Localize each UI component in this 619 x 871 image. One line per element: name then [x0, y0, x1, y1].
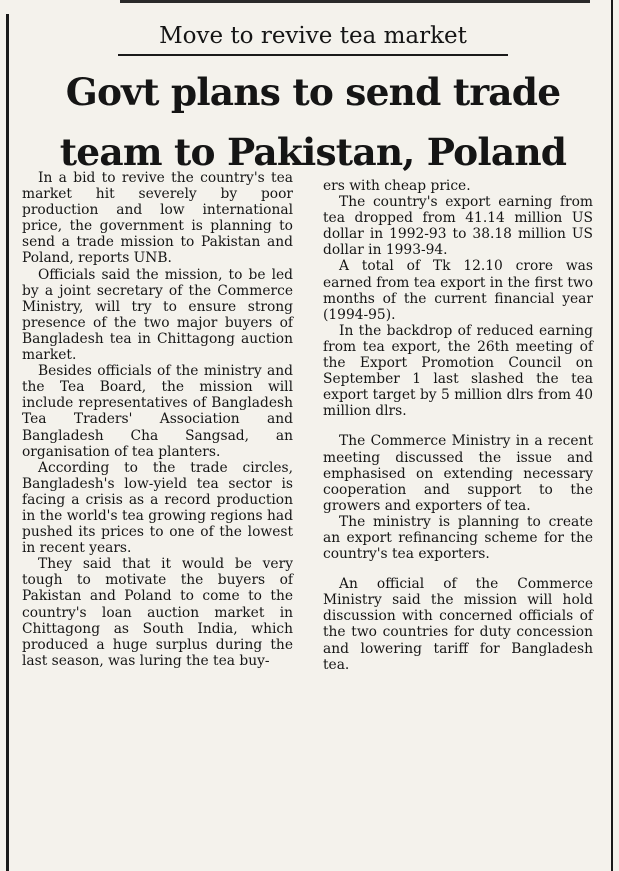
paragraph: According to the trade circles, Bangladesh's low-yield tea sector is facing a crisis as a record production in the world's tea growing regions had pushed its prices to one of the lowest in recent years.: [22, 459, 293, 557]
paragraph: ers with cheap price.: [323, 178, 471, 194]
paragraph: The Commerce Ministry in a recent meeting discussed the issue and emphasised on extending necessary cooperation and support to the growers and exporters of tea.: [323, 433, 593, 514]
headline: [28, 62, 598, 182]
paragraph: Officials said the mission, to be led by a joint secretary of the Commerce Ministry, will try to ensure strong presence of the two major buyers of Bangladesh tea in Chittagong auction market.: [22, 266, 293, 364]
paragraph: The ministry is planning to create an export refinancing scheme for the country's tea exporters.: [323, 513, 593, 563]
top-border-strip: [120, 0, 590, 3]
left-column-rule: [6, 14, 9, 871]
right-column-rule: [611, 0, 613, 871]
headline-line-1: Govt plans to send trade: [65, 70, 561, 114]
paragraph: They said that it would be very tough to motivate the buyers of Pakistan and Poland to come to the country's loan auction market in Chittagong as South India, which produced a huge surplus during the last season, was luring the tea buy-: [22, 556, 293, 669]
article-column-1: [22, 170, 293, 669]
paragraph: In a bid to revive the country's tea market hit severely by poor production and low international price, the government is planning to send a trade mission to Pakistan and Poland, reports UNB.: [22, 170, 293, 267]
paragraph: An official of the Commerce Ministry said the mission will hold discussion with concerned officials of the two countries for duty concession and lowering tariff for Bangladesh tea.: [323, 576, 593, 673]
kicker: Move to revive tea market: [159, 23, 467, 49]
paragraph: A total of Tk 12.10 crore was earned from tea export in the first two months of the current financial year (1994-95).: [323, 258, 593, 323]
headline-line-2: team to Pakistan, Poland: [59, 130, 567, 174]
paragraph: The country's export earning from tea dropped from 41.14 million US dollar in 1992-93 to 38.18 million US dollar in 1993-94.: [323, 194, 593, 259]
paragraph: Besides officials of the ministry and the Tea Board, the mission will include representatives of Bangladesh Tea Traders' Association and Bangladesh Cha Sangsad, an organisation of tea planters.: [22, 363, 293, 460]
paragraph: In the backdrop of reduced earning from tea export, the 26th meeting of the Export Promotion Council on September 1 last slashed the tea export target by 5 million dlrs from 40 million dlrs.: [323, 322, 593, 420]
kicker-underline: [118, 54, 508, 56]
article-column-2: [323, 178, 593, 673]
